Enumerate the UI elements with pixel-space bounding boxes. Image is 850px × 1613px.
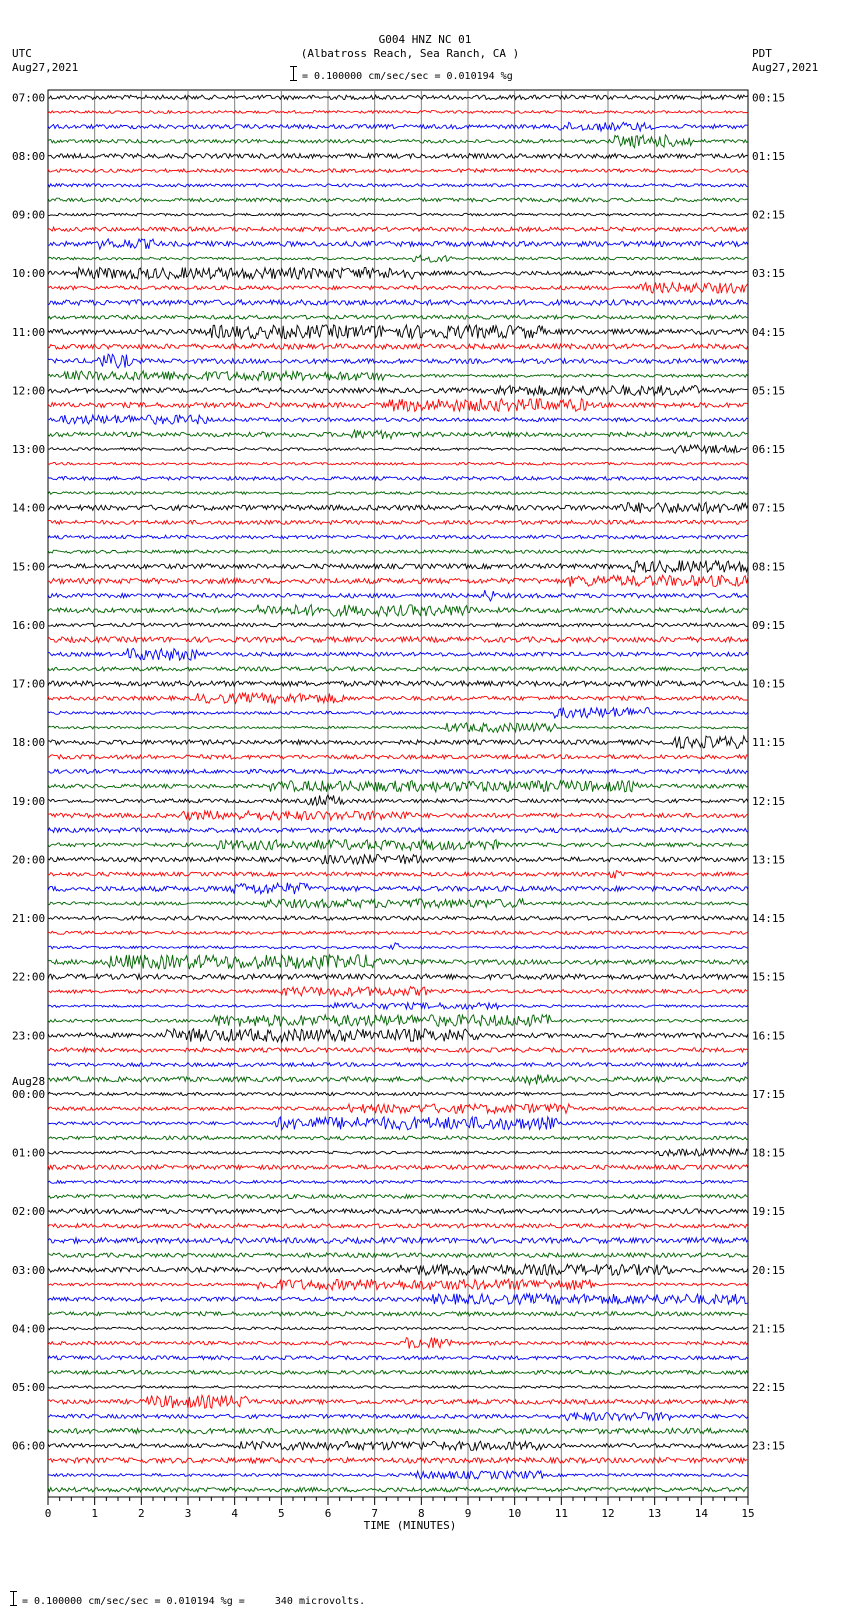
left-hour-label: 10:00 <box>12 267 46 281</box>
left-hour-label: 11:00 <box>12 325 46 339</box>
trace-5 <box>48 169 748 173</box>
right-hour-label: 21:15 <box>752 1322 786 1336</box>
right-hour-label: 12:15 <box>752 794 786 808</box>
right-hour-label: 19:15 <box>752 1205 786 1219</box>
left-hour-label: 02:00 <box>12 1205 46 1219</box>
left-hour-label: 14:00 <box>12 501 46 515</box>
trace-95 <box>48 1487 748 1492</box>
trace-47 <box>48 781 748 792</box>
left-hour-label: 12:00 <box>12 384 46 398</box>
trace-62 <box>48 1003 748 1010</box>
trace-57 <box>48 931 748 934</box>
left-hour-label: 03:00 <box>12 1263 46 1277</box>
trace-61 <box>48 987 748 997</box>
trace-41 <box>48 693 748 703</box>
right-hour-label: 13:15 <box>752 853 786 867</box>
left-hour-label: 20:00 <box>12 853 46 867</box>
trace-18 <box>48 354 748 368</box>
right-hour-label: 16:15 <box>752 1029 786 1043</box>
left-hour-label: 18:00 <box>12 736 46 750</box>
trace-78 <box>48 1238 748 1244</box>
footer-scale-cap-bottom <box>10 1605 17 1606</box>
left-hour-label: 08:00 <box>12 149 46 163</box>
trace-37 <box>48 637 748 643</box>
trace-83 <box>48 1312 748 1316</box>
x-tick-label: 9 <box>464 1507 472 1520</box>
trace-11 <box>48 255 748 262</box>
trace-70 <box>48 1117 748 1130</box>
right-hour-label: 18:15 <box>752 1146 786 1160</box>
trace-27 <box>48 492 748 495</box>
trace-31 <box>48 550 748 553</box>
trace-46 <box>48 769 748 773</box>
left-hour-label: 22:00 <box>12 970 46 984</box>
right-hour-label: 10:15 <box>752 677 786 691</box>
trace-30 <box>48 535 748 539</box>
trace-91 <box>48 1428 748 1433</box>
trace-28 <box>48 502 748 513</box>
trace-85 <box>48 1338 748 1349</box>
right-hour-label: 04:15 <box>752 325 786 339</box>
trace-15 <box>48 315 748 319</box>
trace-29 <box>48 520 748 524</box>
right-hour-label: 05:15 <box>752 384 786 398</box>
trace-12 <box>48 267 748 279</box>
left-hour-label: 05:00 <box>12 1381 46 1395</box>
trace-56 <box>48 916 748 920</box>
right-hour-label: 00:15 <box>752 91 786 105</box>
trace-89 <box>48 1395 748 1408</box>
right-hour-label: 20:15 <box>752 1263 786 1277</box>
left-hour-label: 23:00 <box>12 1029 46 1043</box>
trace-58 <box>48 943 748 950</box>
trace-42 <box>48 707 748 718</box>
trace-59 <box>48 955 748 970</box>
x-axis-label: TIME (MINUTES) <box>363 1519 457 1532</box>
x-tick-label: 10 <box>508 1507 522 1520</box>
trace-67 <box>48 1075 748 1085</box>
trace-68 <box>48 1092 748 1095</box>
trace-21 <box>48 399 748 412</box>
trace-39 <box>48 667 748 671</box>
trace-45 <box>48 755 748 759</box>
footer-scale-bar-icon <box>13 1591 14 1605</box>
left-date: Aug27,2021 <box>12 61 79 74</box>
right-hour-label: 01:15 <box>752 149 786 163</box>
trace-82 <box>48 1294 748 1305</box>
right-hour-label: 03:15 <box>752 267 786 281</box>
trace-65 <box>48 1048 748 1052</box>
trace-90 <box>48 1412 748 1420</box>
right-hour-label: 07:15 <box>752 501 786 515</box>
left-hour-label: 15:00 <box>12 560 46 574</box>
trace-0 <box>48 95 748 100</box>
trace-60 <box>48 974 748 979</box>
left-hour-label: 17:00 <box>12 677 46 691</box>
left-hour-label: 19:00 <box>12 794 46 808</box>
footer-scale-cap-top <box>10 1591 17 1592</box>
trace-50 <box>48 828 748 833</box>
x-tick-label: 3 <box>184 1507 192 1520</box>
station-title: G004 HNZ NC 01 <box>378 33 472 46</box>
trace-9 <box>48 227 748 231</box>
scale-text: = 0.100000 cm/sec/sec = 0.010194 %g <box>302 71 513 82</box>
trace-76 <box>48 1209 748 1214</box>
x-tick-label: 0 <box>44 1507 52 1520</box>
trace-74 <box>48 1180 748 1183</box>
right-timezone: PDT <box>752 47 772 60</box>
trace-81 <box>48 1279 748 1290</box>
x-tick-label: 14 <box>694 1507 708 1520</box>
trace-86 <box>48 1356 748 1360</box>
trace-7 <box>48 198 748 202</box>
trace-64 <box>48 1029 748 1042</box>
trace-19 <box>48 371 748 381</box>
trace-55 <box>48 899 748 908</box>
trace-35 <box>48 605 748 617</box>
trace-36 <box>48 623 748 627</box>
trace-66 <box>48 1063 748 1067</box>
x-tick-label: 8 <box>418 1507 425 1520</box>
left-hour-label: 13:00 <box>12 443 46 457</box>
trace-51 <box>48 840 748 850</box>
trace-73 <box>48 1165 748 1170</box>
trace-69 <box>48 1104 748 1114</box>
trace-24 <box>48 445 748 453</box>
trace-79 <box>48 1253 748 1258</box>
trace-38 <box>48 648 748 660</box>
trace-84 <box>48 1327 748 1330</box>
trace-23 <box>48 430 748 439</box>
trace-3 <box>48 135 748 148</box>
right-hour-label: 11:15 <box>752 736 786 750</box>
left-hour-label: 06:00 <box>12 1439 46 1453</box>
trace-54 <box>48 883 748 894</box>
trace-33 <box>48 575 748 586</box>
trace-94 <box>48 1471 748 1479</box>
trace-43 <box>48 723 748 732</box>
left-hour-label: 16:00 <box>12 618 46 632</box>
trace-93 <box>48 1458 748 1463</box>
footer-scale-text: = 0.100000 cm/sec/sec = 0.010194 %g = 340 microvolts. <box>22 1596 366 1607</box>
right-hour-label: 22:15 <box>752 1381 786 1395</box>
trace-1 <box>48 111 748 114</box>
x-tick-label: 11 <box>554 1507 568 1520</box>
right-hour-label: 23:15 <box>752 1439 786 1453</box>
right-hour-label: 15:15 <box>752 970 786 984</box>
left-hour-label: 04:00 <box>12 1322 46 1336</box>
trace-52 <box>48 855 748 865</box>
trace-22 <box>48 415 748 424</box>
station-location: (Albatross Reach, Sea Ranch, CA ) <box>300 47 520 60</box>
trace-49 <box>48 811 748 820</box>
right-hour-label: 17:15 <box>752 1087 786 1101</box>
x-tick-label: 1 <box>91 1507 98 1520</box>
trace-75 <box>48 1195 748 1199</box>
trace-88 <box>48 1386 748 1389</box>
trace-10 <box>48 239 748 249</box>
trace-8 <box>48 213 748 216</box>
x-tick-label: 15 <box>741 1507 755 1520</box>
x-tick-label: 2 <box>138 1507 145 1520</box>
right-hour-label: 08:15 <box>752 560 786 574</box>
trace-80 <box>48 1264 748 1275</box>
left-hour-label: 01:00 <box>12 1146 46 1160</box>
trace-25 <box>48 463 748 466</box>
trace-48 <box>48 795 748 806</box>
left-hour-label: 00:00 <box>12 1087 46 1101</box>
x-tick-label: 7 <box>371 1507 378 1520</box>
left-timezone: UTC <box>12 47 32 60</box>
trace-4 <box>48 154 748 159</box>
x-tick-label: 13 <box>648 1507 662 1520</box>
trace-40 <box>48 681 748 686</box>
trace-87 <box>48 1371 748 1375</box>
trace-34 <box>48 590 748 601</box>
trace-16 <box>48 325 748 339</box>
trace-72 <box>48 1149 748 1156</box>
right-hour-label: 09:15 <box>752 618 786 632</box>
right-hour-label: 14:15 <box>752 912 786 926</box>
trace-32 <box>48 561 748 573</box>
left-hour-label: 21:00 <box>12 912 46 926</box>
trace-17 <box>48 344 748 349</box>
left-hour-label: 09:00 <box>12 208 46 222</box>
trace-14 <box>48 300 748 306</box>
right-hour-label: 02:15 <box>752 208 786 222</box>
trace-63 <box>48 1015 748 1027</box>
trace-71 <box>48 1136 748 1140</box>
trace-92 <box>48 1441 748 1450</box>
trace-53 <box>48 871 748 879</box>
trace-20 <box>48 385 748 395</box>
right-date: Aug27,2021 <box>752 61 819 74</box>
left-hour-label: 07:00 <box>12 91 46 105</box>
x-tick-label: 6 <box>324 1507 332 1520</box>
trace-13 <box>48 283 748 294</box>
trace-77 <box>48 1224 748 1228</box>
x-tick-label: 5 <box>278 1507 285 1520</box>
date-change-label: Aug28 <box>12 1074 46 1088</box>
trace-44 <box>48 736 748 748</box>
trace-2 <box>48 122 748 131</box>
right-hour-label: 06:15 <box>752 443 786 457</box>
x-tick-label: 12 <box>601 1507 615 1520</box>
trace-6 <box>48 184 748 187</box>
trace-26 <box>48 477 748 481</box>
x-tick-label: 4 <box>231 1507 238 1520</box>
